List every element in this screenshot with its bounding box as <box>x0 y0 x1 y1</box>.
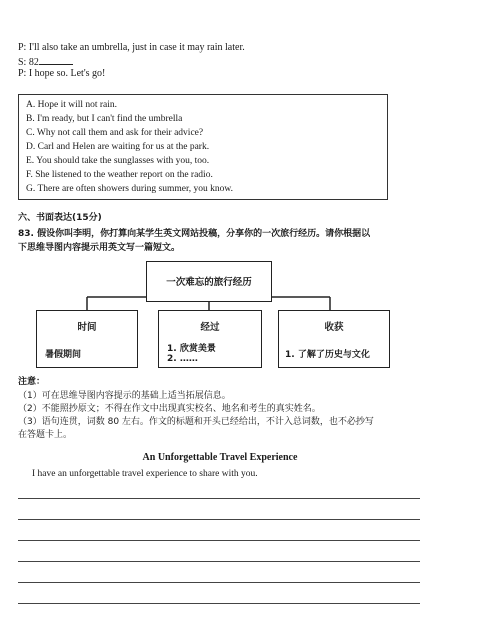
option-b: B. I'm ready, but I can't find the umbrella <box>26 114 183 124</box>
dialogue-line-1: P: I'll also take an umbrella, just in case it may rain later. <box>18 42 245 53</box>
essay-first-sentence: I have an unforgettable travel experience to share with you. <box>32 469 258 479</box>
prompt-line-2: 下思维导图内容提示用英文写一篇短文。 <box>18 243 181 253</box>
writing-line[interactable] <box>18 561 420 562</box>
option-e: E. You should take the sunglasses with you, too. <box>26 156 210 166</box>
writing-line[interactable] <box>18 540 420 541</box>
notes-heading: 注意： <box>18 377 46 387</box>
section-heading: 六、书面表达(15分) <box>18 213 102 223</box>
mindmap-gain-content: 1. 了解了历史与文化 <box>285 350 370 360</box>
mindmap-center-node <box>146 261 272 302</box>
note-1: （1）可在思维导图内容提示的基础上适当拓展信息。 <box>18 391 231 401</box>
option-g: G. There are often showers during summer, you know. <box>26 184 233 194</box>
mindmap-time-node <box>36 310 138 368</box>
writing-line[interactable] <box>18 603 420 604</box>
dialogue-line-3: P: I hope so. Let's go! <box>18 68 106 79</box>
writing-line[interactable] <box>18 519 420 520</box>
mindmap-process-node <box>158 310 262 368</box>
dialogue-line-2-prefix: S: 82 <box>18 57 39 68</box>
mindmap-process-item-2: 2. …… <box>167 354 198 364</box>
option-a: A. Hope it will not rain. <box>26 100 118 110</box>
note-3a: （3）语句连贯，词数 80 左右。作文的标题和开头已经给出，不计入总词数，也不必抄写 <box>18 417 374 427</box>
mindmap-time-title: 时间 <box>77 322 97 333</box>
option-d: D. Carl and Helen are waiting for us at the park. <box>26 142 210 152</box>
mindmap-gain-title: 收获 <box>324 322 344 333</box>
note-2: （2）不能照抄原文；不得在作文中出现真实校名、地名和考生的真实姓名。 <box>18 404 321 414</box>
writing-line[interactable] <box>18 582 420 583</box>
mindmap-time-content: 暑假期间 <box>45 350 82 360</box>
mindmap-process-title: 经过 <box>200 322 220 333</box>
essay-title: An Unforgettable Travel Experience <box>142 452 298 463</box>
option-f: F. She listened to the weather report on the radio. <box>26 170 213 180</box>
prompt-line-1: 83. 假设你叫李明，你打算向某学生英文网站投稿，分享你的一次旅行经历。请你根据以 <box>18 229 371 239</box>
mindmap-center-label: 一次难忘的旅行经历 <box>166 277 252 288</box>
option-c: C. Why not call them and ask for their advice? <box>26 128 204 138</box>
mindmap-gain-node <box>278 310 390 368</box>
writing-line[interactable] <box>18 498 420 499</box>
note-3b: 在答题卡上。 <box>18 430 73 440</box>
mindmap-process-item-1: 1. 欣赏美景 <box>167 344 216 354</box>
